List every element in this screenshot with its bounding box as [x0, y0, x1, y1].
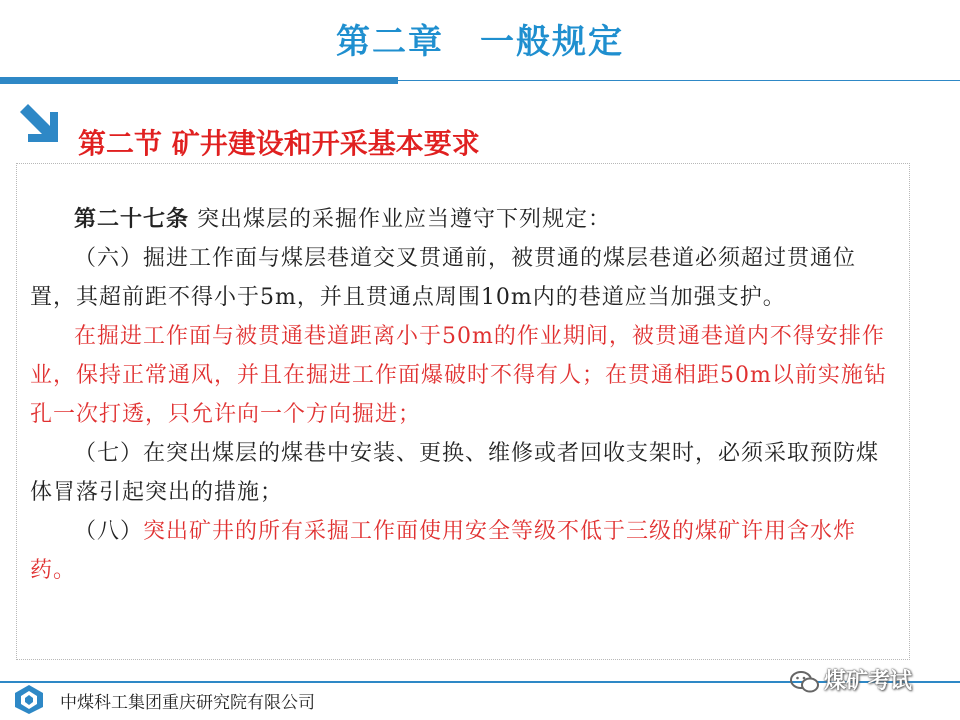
item-6-red: 在掘进工作面与被贯通巷道距离小于50m的作业期间，被贯通巷道内不得安排作业，保持正常通风，并且在掘进工作面爆破时不得有人；在贯通相距50m以前实施钻孔一次打透，只允许向一个方向掘进； — [30, 324, 887, 427]
item-6: （六）掘进工作面与煤层巷道交叉贯通前，被贯通的煤层巷道必须超过贯通位置，其超前距不得小于5m，并且贯通点周围10m内的巷道应当加强支护。 — [30, 246, 857, 310]
article-intro-text: 突出煤层的采掘作业应当遵守下列规定： — [189, 207, 612, 232]
arrow-down-right-icon — [16, 100, 62, 146]
header-rule-thin — [398, 80, 960, 81]
article-body — [30, 200, 890, 590]
company-logo-icon — [12, 683, 46, 715]
item-8-label: （八） — [74, 519, 144, 544]
item-8-red: 突出矿井的所有采掘工作面使用安全等级不低于三级的煤矿许用含水炸药。 — [30, 519, 857, 583]
wechat-icon — [790, 670, 820, 694]
company-name: 中煤科工集团重庆研究院有限公司 — [60, 693, 315, 713]
chapter-title: 第二章 一般规定 — [336, 22, 624, 62]
section-title: 第二节 矿井建设和开采基本要求 — [78, 127, 480, 160]
item-7: （七）在突出煤层的煤巷中安装、更换、维修或者回收支架时，必须采取预防煤体冒落引起突出的措施； — [30, 441, 880, 505]
article-heading: 第二十七条 — [74, 206, 190, 232]
header-rule-thick — [0, 77, 398, 84]
watermark — [790, 664, 912, 695]
watermark-text: 煤矿考试 — [824, 669, 913, 694]
article-intro — [30, 200, 890, 239]
item-8 — [30, 512, 890, 590]
